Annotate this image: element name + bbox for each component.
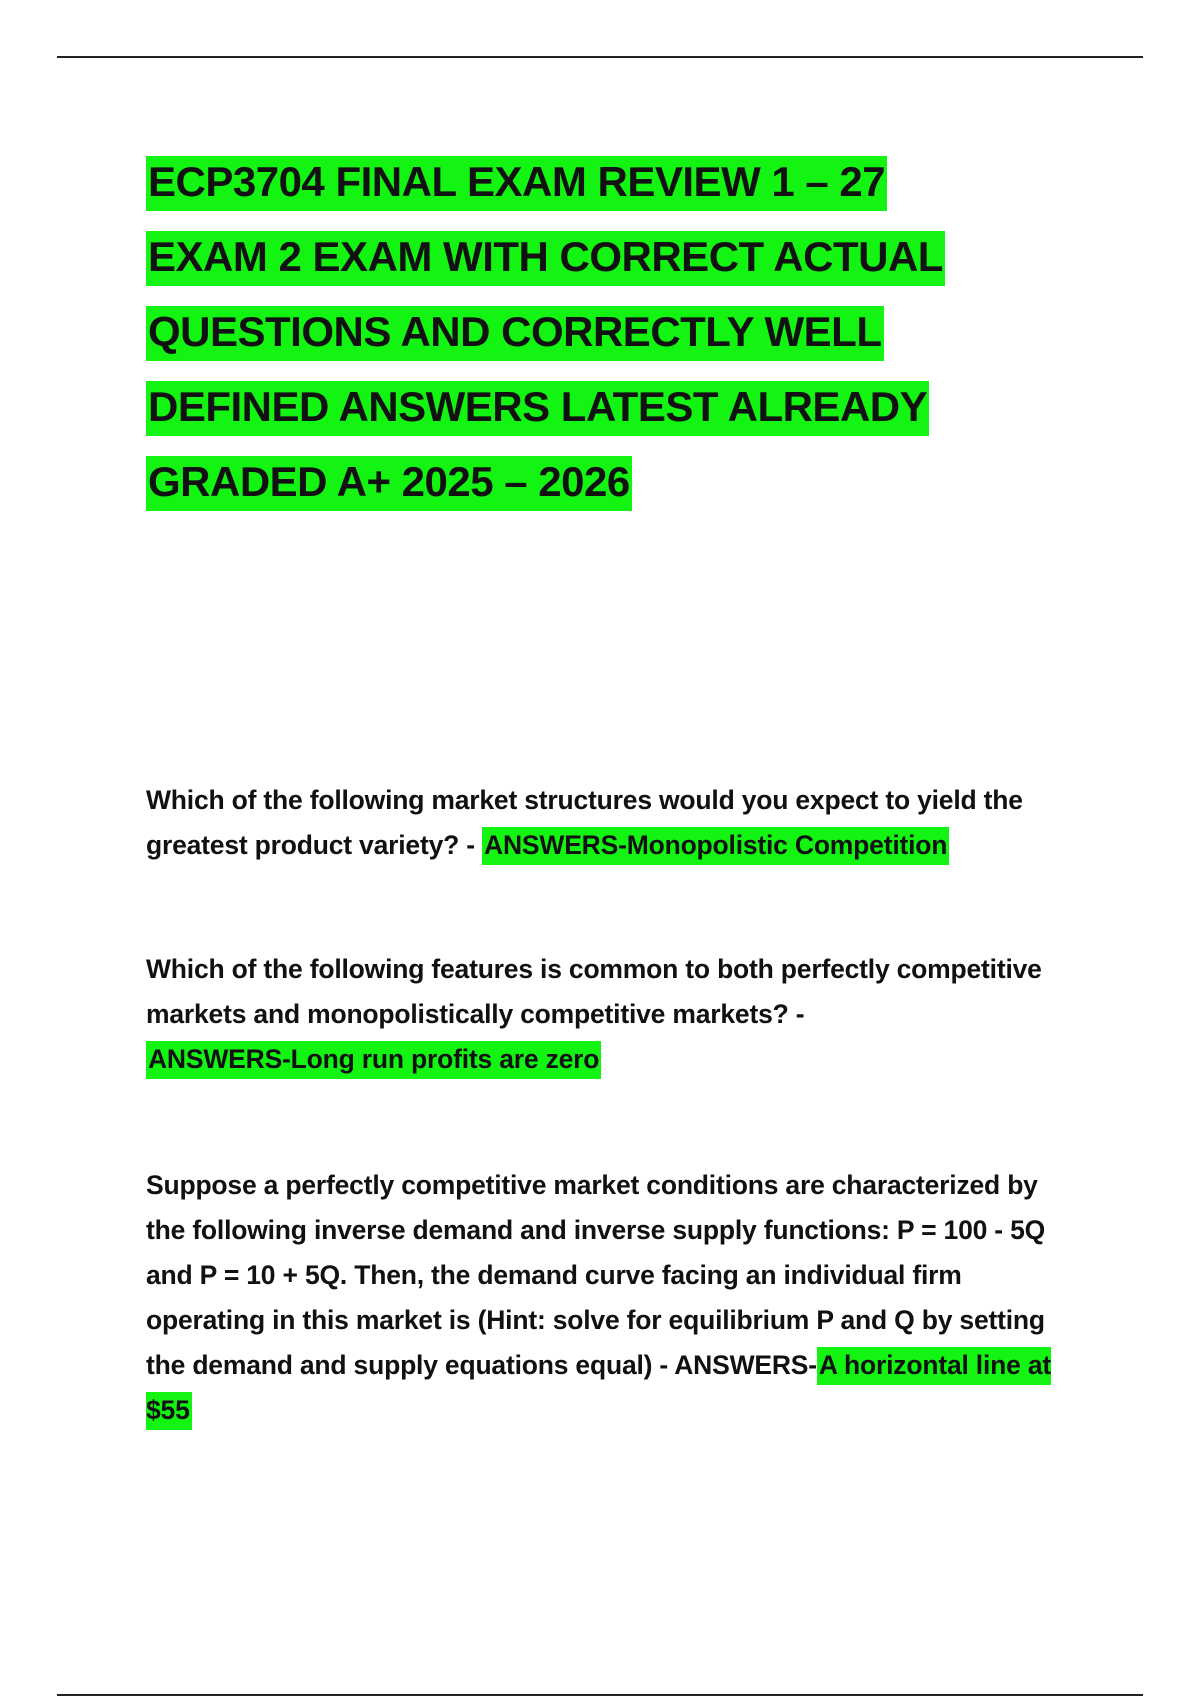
title-line <box>146 294 1046 369</box>
title-line <box>146 444 1046 519</box>
question-item-3 <box>146 1163 1066 1433</box>
title-line-text: DEFINED ANSWERS LATEST ALREADY <box>146 381 929 436</box>
answer-highlight: ANSWERS-Long run profits are zero <box>146 1041 601 1079</box>
title-line <box>146 369 1046 444</box>
title-line-text: QUESTIONS AND CORRECTLY WELL <box>146 306 884 361</box>
question-text: Which of the following market structures would you expect to yield the greatest product variety? - <box>146 785 1023 860</box>
title-line-text: GRADED A+ 2025 – 2026 <box>146 456 632 511</box>
title-line-text: EXAM 2 EXAM WITH CORRECT ACTUAL <box>146 231 945 286</box>
question-item-2 <box>146 947 1066 1082</box>
question-item-1 <box>146 778 1066 868</box>
answer-highlight: A horizontal line at $55 <box>146 1347 1051 1430</box>
answer-prefix: ANSWERS- <box>674 1350 817 1380</box>
question-text: Suppose a perfectly competitive market conditions are characterized by the following inverse demand and inverse supply functions: P = 100 - 5Q and P = 10 + 5Q. Then, the demand curve facing an individual firm operating in this market is (Hint: solve for equilibrium P and Q by setting the demand and supply equations equal) - <box>146 1170 1046 1380</box>
answer-highlight: ANSWERS-Monopolistic Competition <box>482 827 949 865</box>
title-line-text: ECP3704 FINAL EXAM REVIEW 1 – 27 <box>146 156 887 211</box>
header-rule <box>57 56 1143 58</box>
title-line <box>146 219 1046 294</box>
title-line <box>146 144 1046 219</box>
question-text: Which of the following features is common to both perfectly competitive markets and monopolistically competitive markets? - <box>146 954 1042 1029</box>
footer-rule <box>57 1694 1143 1696</box>
document-title <box>146 144 1046 519</box>
